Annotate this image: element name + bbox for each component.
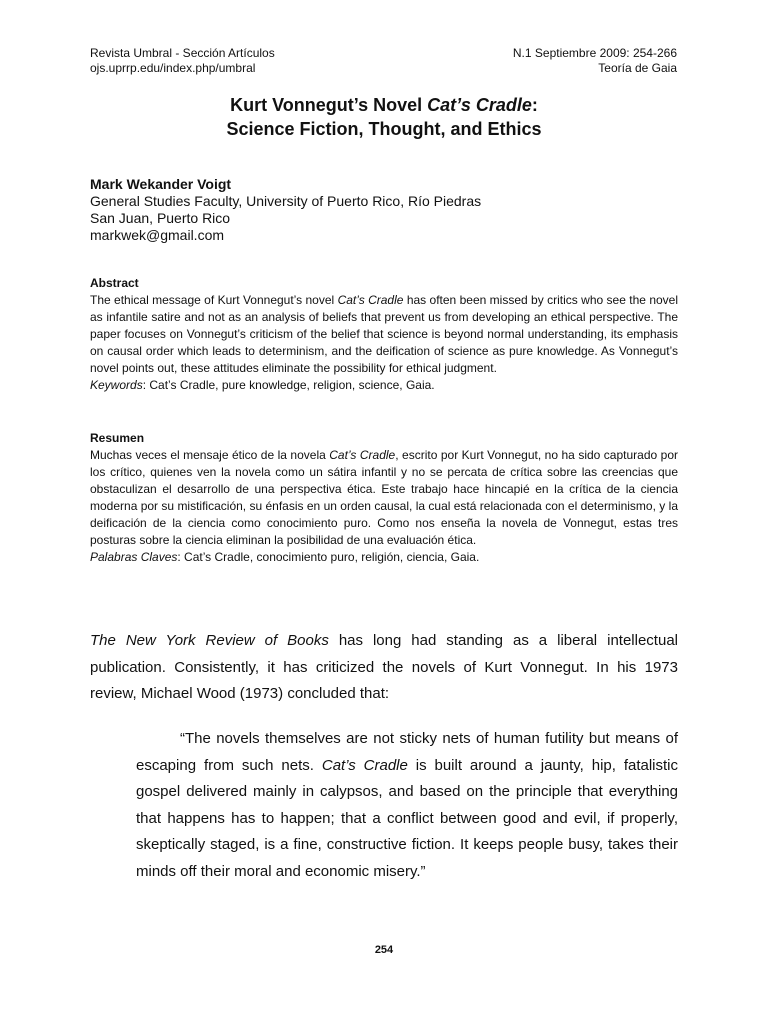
abstract-section bbox=[90, 275, 678, 394]
issue-info: N.1 Septiembre 2009: 254-266 bbox=[512, 46, 677, 60]
abstract-text-pre: The ethical message of Kurt Vonnegut’s novel bbox=[90, 293, 338, 307]
author-email: markwek@gmail.com bbox=[90, 227, 225, 243]
resumen-text-pre: Muchas veces el mensaje ético de la novela bbox=[90, 448, 330, 462]
abstract-keywords bbox=[90, 377, 678, 394]
paper-title bbox=[90, 93, 678, 141]
palabras-claves-list: : Cat’s Cradle, conocimiento puro, religión, ciencia, Gaia. bbox=[177, 550, 480, 564]
resumen-text-italic: Cat’s Cradle bbox=[329, 448, 396, 462]
abstract-text-italic: Cat’s Cradle bbox=[337, 293, 404, 307]
resumen-keywords bbox=[90, 549, 678, 566]
abstract-text-post: has often been missed by critics who see the novel as infantile satire and not as an analysis of beliefs that prevent us from developing an ethical perspective. The paper focuses on Vonnegut’s criticism of the belief that science is beyond normal understanding, its emphasis on causal order which leads to determinism, and the deification of science as pure knowledge. As Vonnegut’s novel points out, these attitudes eliminate the possibility for ethical judgment. bbox=[90, 293, 679, 375]
resumen-heading: Resumen bbox=[90, 431, 145, 445]
title-colon: : bbox=[531, 95, 538, 115]
author-affiliation: General Studies Faculty, University of Puerto Rico, Río Piedras bbox=[90, 193, 482, 209]
paragraph-text: has long had standing as a liberal intellectual publication. Consistently, it has criticized the novels of Kurt Vonnegut. In his 1973 review, Michael Wood (1973) concluded that: bbox=[90, 632, 678, 702]
running-header-left bbox=[90, 46, 275, 76]
resumen-text bbox=[90, 447, 678, 549]
author-location: San Juan, Puerto Rico bbox=[90, 210, 231, 226]
page-number: 254 bbox=[374, 944, 394, 956]
title-line-2: Science Fiction, Thought, and Ethics bbox=[226, 119, 542, 139]
title-text: Kurt Vonnegut’s Novel bbox=[230, 95, 428, 115]
title-line-1 bbox=[90, 93, 678, 117]
running-header-right bbox=[513, 46, 677, 76]
journal-url: ojs.uprrp.edu/index.php/umbral bbox=[90, 61, 256, 75]
quote-text-italic: Cat’s Cradle bbox=[321, 756, 408, 774]
quote-text-post: is built around a jaunty, hip, fatalistic gospel delivered mainly in calypsos, and based on the principle that everything that happens has to happen; that a conflict between good and evil, if properly, skeptically staged, is a fine, constructive fiction. It keeps people busy, takes their minds off their moral and economic misery.” bbox=[136, 756, 679, 880]
journal-name: Revista Umbral - Sección Artículos bbox=[90, 46, 275, 60]
publication-title: The New York Review of Books bbox=[90, 632, 329, 649]
author-block bbox=[90, 176, 481, 244]
block-quote bbox=[136, 726, 678, 885]
palabras-claves-label: Palabras Claves bbox=[90, 550, 178, 564]
abstract-heading: Abstract bbox=[90, 276, 139, 290]
resumen-section bbox=[90, 430, 678, 566]
keywords-label: Keywords bbox=[90, 378, 143, 392]
quote-text-pre: “The novels themselves are not sticky nets of human futility but means of escaping from such nets. bbox=[136, 730, 678, 774]
section-name: Teoría de Gaia bbox=[598, 61, 677, 75]
quote-text bbox=[136, 726, 678, 885]
body-paragraph bbox=[90, 628, 678, 708]
author-name: Mark Wekander Voigt bbox=[90, 176, 232, 192]
abstract-text bbox=[90, 292, 678, 377]
resumen-text-post: , escrito por Kurt Vonnegut, no ha sido capturado por los crítico, quienes ven la novela como un sátira infantil y no se percata de crítica sobre las creencias que obstaculizan el desarrollo de una perspectiva ética. Este trabajo hace hincapié en la crítica de la ciencia moderna por su mistificación, su énfasis en un orden causal, la cual está relacionada con el determinismo, y la deificación de la ciencia como conocimiento puro. Como nos enseña la novela de Vonnegut, estas tres posturas sobre la ciencia eliminan la posibilidad de una evaluación ética. bbox=[90, 448, 678, 547]
keywords-list: : Cat’s Cradle, pure knowledge, religion, science, Gaia. bbox=[142, 378, 435, 392]
title-italic: Cat’s Cradle bbox=[427, 95, 532, 115]
